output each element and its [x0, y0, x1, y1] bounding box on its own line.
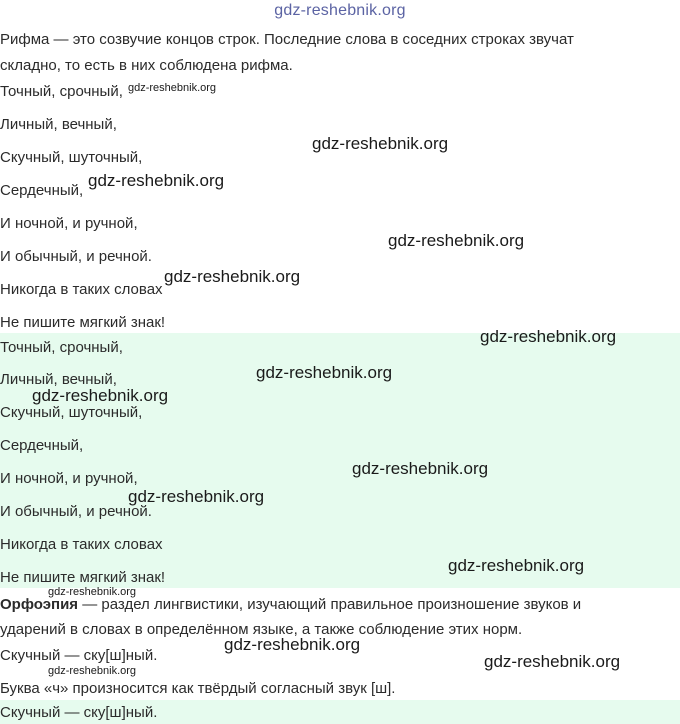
watermark: gdz-reshebnik.org [128, 487, 265, 506]
watermark: gdz-reshebnik.org [448, 556, 585, 575]
answer-poem-line: И обычный, и речной. [0, 503, 152, 520]
header-watermark: gdz-reshebnik.org [274, 2, 406, 19]
answer-poem-line: Не пишите мягкий знак! [0, 569, 166, 586]
orthoepy-term: Орфоэпия [0, 596, 79, 613]
answer-poem-line: Скучный, шуточный, [0, 404, 143, 421]
orthoepy-answer: Скучный — ску[ш]ный. [0, 704, 158, 721]
answer-poem-line: Никогда в таких словах [0, 536, 163, 553]
intro-line-2: складно, то есть в них соблюдена рифма. [0, 57, 293, 74]
watermark: gdz-reshebnik.org [484, 652, 621, 671]
orthoepy-definition: — раздел лингвистики, изучающий правильное произношение звуков и [78, 596, 582, 613]
poem-line: Точный, срочный, [0, 83, 123, 100]
answer-poem-line: Сердечный, [0, 437, 84, 454]
orthoepy-definition-line-2: ударений в словах в определённом языке, а также соблюдение этих норм. [0, 621, 523, 638]
poem-line: Личный, вечный, [0, 116, 117, 133]
answer-poem-line: И ночной, и ручной, [0, 470, 138, 487]
watermark: gdz-reshebnik.org [312, 134, 449, 153]
watermark: gdz-reshebnik.org [164, 267, 301, 286]
poem-line: Не пишите мягкий знак! [0, 314, 166, 331]
watermark: gdz-reshebnik.org [224, 635, 361, 654]
orthoepy-example: Скучный — ску[ш]ный. [0, 647, 158, 664]
watermark: gdz-reshebnik.org [480, 327, 617, 346]
poem-line: И обычный, и речной. [0, 248, 152, 265]
watermark: gdz-reshebnik.org [88, 171, 225, 190]
answer-poem-line: Точный, срочный, [0, 339, 123, 356]
watermark: gdz-reshebnik.org [32, 386, 169, 405]
poem-line: Сердечный, [0, 182, 84, 199]
watermark: gdz-reshebnik.org [48, 586, 137, 598]
watermark: gdz-reshebnik.org [48, 665, 137, 677]
watermark: gdz-reshebnik.org [352, 459, 489, 478]
orthoepy-rule: Буква «ч» произносится как твёрдый согласный звук [ш]. [0, 680, 396, 697]
answer-poem-line: Личный, вечный, [0, 371, 117, 388]
poem-line: Скучный, шуточный, [0, 149, 143, 166]
watermark: gdz-reshebnik.org [128, 82, 217, 94]
poem-line: И ночной, и ручной, [0, 215, 138, 232]
watermark: gdz-reshebnik.org [256, 363, 393, 382]
watermark: gdz-reshebnik.org [388, 231, 525, 250]
intro-line-1: Рифма — это созвучие концов строк. Последние слова в соседних строках звучат [0, 31, 574, 48]
poem-line: Никогда в таких словах [0, 281, 163, 298]
